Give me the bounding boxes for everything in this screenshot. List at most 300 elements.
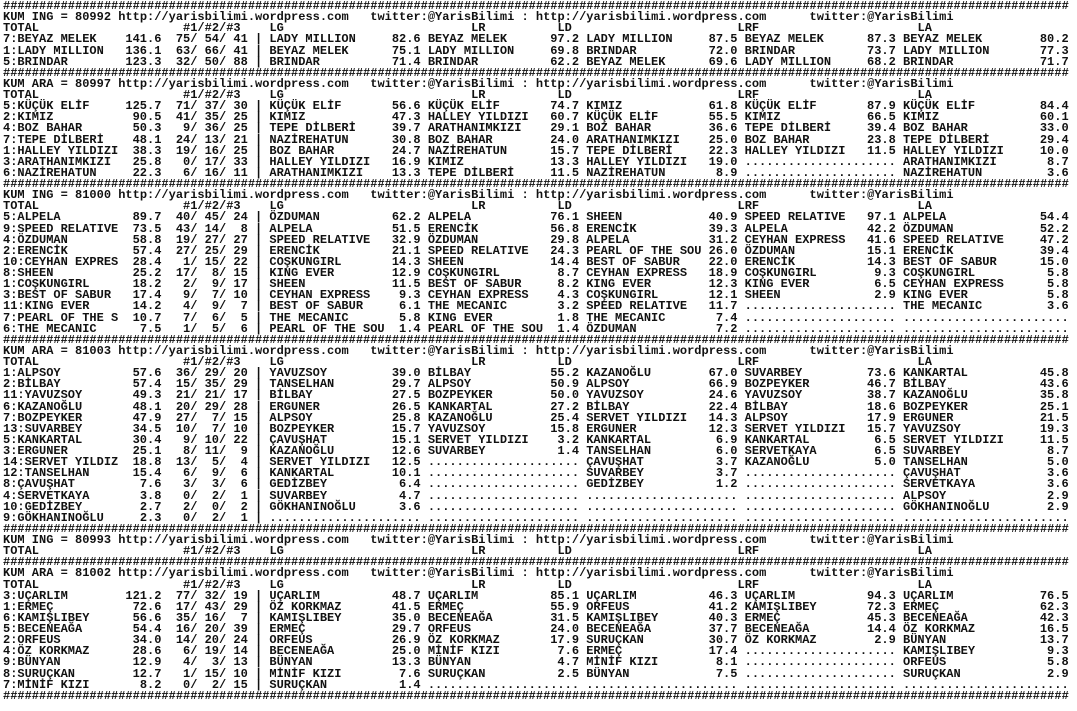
total-score: 34.0 xyxy=(132,633,162,648)
lrf-score: 94.3 xyxy=(867,588,896,603)
la-score: 19.3 xyxy=(1039,421,1069,436)
lr-horse-name: UÇARLIM xyxy=(427,588,479,603)
lrf-score: 73.7 xyxy=(867,43,896,58)
header-lg: LG xyxy=(269,88,284,102)
lrf-horse-name: SUVARBEY xyxy=(744,366,803,381)
lr-horse-name: CEYHAN EXPRESS xyxy=(427,288,529,303)
lrf-score: 87.9 xyxy=(867,99,896,114)
lrf-score: 39.4 xyxy=(867,121,896,136)
header-lg: LG xyxy=(269,577,284,592)
total-horse-name: 3:ARATHANIMKIZI xyxy=(3,154,112,169)
race-label: KUM ARA = 81002 xyxy=(3,566,112,581)
lrf-horse-name: BECENEAĞA xyxy=(744,622,810,636)
lr-horse-name: BOZ BAHAR xyxy=(427,132,493,147)
ld-score: 7.4 xyxy=(715,310,738,325)
lg-score: 4.7 xyxy=(399,488,421,503)
count-third: 14 xyxy=(233,644,248,659)
section-header xyxy=(3,343,1077,358)
ld-score: 11.7 xyxy=(708,299,738,314)
race-label: KUM ING = 81000 xyxy=(3,188,112,203)
count-second: 29 xyxy=(204,399,220,414)
count-second: 43 xyxy=(204,599,220,614)
total-score: 2.3 xyxy=(139,510,162,525)
header-ld: LD xyxy=(557,577,572,592)
lr-empty-cell: ..................... xyxy=(427,488,580,503)
total-score: 28.4 xyxy=(132,254,162,269)
count-second: 15 xyxy=(204,666,220,681)
count-third: 13 xyxy=(233,655,248,670)
header-total: TOTAL xyxy=(3,199,40,214)
lr-score: 69.8 xyxy=(550,43,580,58)
count-third: 10 xyxy=(233,421,248,436)
site-link: http://yarisbilimi.wordpress.com xyxy=(535,343,767,358)
lrf-horse-name: SPEED RELATIVE xyxy=(744,210,846,225)
la-score: 54.4 xyxy=(1039,210,1069,225)
total-score: 18.8 xyxy=(132,455,162,470)
ld-horse-name: TANSELHAN xyxy=(586,444,652,458)
lg-score: 47.3 xyxy=(391,110,421,125)
lrf-horse-name: TEPE DİLBERİ xyxy=(744,121,832,136)
ld-score: 7.5 xyxy=(715,666,738,681)
lg-score: 13.3 xyxy=(391,165,421,180)
count-third: 1 xyxy=(240,510,248,525)
la-horse-name: KAMIŞLIBEY xyxy=(903,644,976,659)
la-horse-name: TEPE DİLBERİ xyxy=(903,132,990,147)
count-third: 39 xyxy=(233,622,248,636)
count-third: 41 xyxy=(233,32,248,47)
header-lg: LG xyxy=(269,355,284,369)
header-total: TOTAL xyxy=(3,544,40,559)
section-header xyxy=(3,12,1077,23)
lrf-empty-cell: ..................... xyxy=(744,488,896,503)
total-score: 125.7 xyxy=(125,99,162,114)
twitter-handle: twitter:@YarisBilimi xyxy=(809,76,954,91)
site-link: http://yarisbilimi.wordpress.com xyxy=(535,188,767,203)
section-header xyxy=(3,76,1077,91)
lr-score: 50.9 xyxy=(550,377,580,392)
ld-score: 6.0 xyxy=(715,444,738,458)
ld-score: 22.4 xyxy=(708,399,738,414)
count-first: 9 xyxy=(183,288,191,303)
ld-empty-cell: ..................... xyxy=(586,677,738,692)
lg-score: 48.7 xyxy=(391,588,421,603)
total-horse-name: 2:ORFEUS xyxy=(3,633,61,648)
la-score: 13.7 xyxy=(1039,633,1069,648)
la-score: 80.2 xyxy=(1039,32,1069,47)
la-score: 3.6 xyxy=(1047,466,1069,481)
count-second: 11 xyxy=(204,444,220,458)
count-third: 15 xyxy=(233,266,248,280)
lrf-horse-name: KING EVER xyxy=(744,277,810,292)
lrf-horse-name: CEYHAN EXPRESS xyxy=(744,232,846,247)
lr-score: 76.1 xyxy=(550,210,580,225)
count-third: 29 xyxy=(233,377,248,392)
total-score: 90.5 xyxy=(132,110,162,125)
lg-score: 30.8 xyxy=(391,132,421,147)
count-second: 3 xyxy=(211,477,220,492)
la-score: 47.2 xyxy=(1039,232,1069,247)
count-third: 6 xyxy=(240,477,248,492)
lr-horse-name: ALPSOY xyxy=(427,377,472,392)
lr-horse-name: KAZANOĞLU xyxy=(427,410,493,425)
lg-score: 3.6 xyxy=(399,499,421,514)
total-score: 48.1 xyxy=(132,399,162,414)
lrf-horse-name: BOZPEYKER xyxy=(744,377,810,392)
count-second: 20 xyxy=(204,622,220,636)
lg-score: 27.5 xyxy=(391,388,421,403)
ld-score: 18.9 xyxy=(708,266,738,280)
lr-empty-cell: ..................... xyxy=(427,510,580,525)
total-horse-name: 3:ERGUNER xyxy=(3,444,68,458)
section-header xyxy=(3,568,1077,579)
ld-score: 72.0 xyxy=(708,43,738,58)
total-score: 136.1 xyxy=(125,43,162,58)
lrf-horse-name: BEYAZ MELEK xyxy=(744,32,824,47)
total-horse-name: 2:KIMIZ xyxy=(3,110,54,125)
count-third: 30 xyxy=(233,99,248,114)
total-score: 25.8 xyxy=(132,154,162,169)
la-horse-name: LADY MILLION xyxy=(903,43,990,58)
lrf-score: 72.3 xyxy=(867,599,896,614)
ld-horse-name: BOZ BAHAR xyxy=(586,121,652,136)
lg-score: 15.1 xyxy=(391,432,421,447)
ld-horse-name: ÖZDUMAN xyxy=(586,321,637,336)
la-score: 29.4 xyxy=(1039,132,1069,147)
lr-score: 50.0 xyxy=(550,388,580,403)
ld-horse-name: TEPE DİLBERİ xyxy=(586,143,673,158)
la-score: 3.6 xyxy=(1047,165,1069,180)
lr-score: 31.5 xyxy=(550,610,580,625)
la-horse-name: SPEED RELATIVE xyxy=(903,232,1004,247)
lg-horse-name: KÜÇÜK ELİF xyxy=(269,99,342,114)
lrf-score: 2.9 xyxy=(874,633,896,648)
total-horse-name: 12:TANSELHAN xyxy=(3,466,90,481)
count-first: 40 xyxy=(175,210,191,225)
la-horse-name: SERVET YILDIZI xyxy=(903,432,1004,447)
ld-score: 22.0 xyxy=(708,254,738,269)
lg-horse-name: YAVUZSOY xyxy=(269,366,328,381)
lg-score: 25.0 xyxy=(391,644,421,659)
lg-score: 26.9 xyxy=(391,633,421,648)
total-horse-name: 9:GÖKHANINOĞLU xyxy=(3,510,104,525)
ld-score: 19.0 xyxy=(708,154,738,169)
lr-score: 62.2 xyxy=(550,54,580,69)
la-horse-name: BOZPEYKER xyxy=(903,399,968,414)
lg-score: 12.6 xyxy=(391,444,421,458)
total-horse-name: 2:ERENCİK xyxy=(3,243,68,258)
lr-horse-name: COŞKUNGIRL xyxy=(427,266,500,280)
total-score: 73.5 xyxy=(132,221,162,236)
ld-horse-name: HALLEY YILDIZI xyxy=(586,154,688,169)
header-ld: LD xyxy=(557,355,572,369)
la-horse-name: BRINDAR xyxy=(903,54,954,69)
total-horse-name: 6:THE MECANIC xyxy=(3,321,97,336)
lg-horse-name: ALPELA xyxy=(269,221,313,236)
la-score: 33.0 xyxy=(1039,121,1069,136)
lg-horse-name: CEYHAN EXPRESS xyxy=(269,288,371,303)
ld-horse-name: SPEED RELATIVE xyxy=(586,299,688,314)
twitter-handle: twitter:@YarisBilimi xyxy=(370,343,515,358)
lr-horse-name: ÖZ KORKMAZ xyxy=(427,633,500,648)
ld-score: 55.5 xyxy=(708,110,738,125)
colon-separator: : xyxy=(521,566,529,581)
lg-score: 25.8 xyxy=(391,410,421,425)
total-score: 121.2 xyxy=(125,588,162,603)
count-first: 7 xyxy=(183,310,191,325)
count-first: 4 xyxy=(183,655,191,670)
la-horse-name: SURUÇKAN xyxy=(903,666,961,681)
header-la: LA xyxy=(917,355,932,369)
lr-horse-name: SPEED RELATIVE xyxy=(427,243,529,258)
la-horse-name: UÇARLIM xyxy=(903,588,954,603)
lg-horse-name: BEST OF SABUR xyxy=(269,299,364,314)
total-score: 30.4 xyxy=(132,432,162,447)
la-score: 3.6 xyxy=(1047,299,1069,314)
lrf-horse-name: BİLBAY xyxy=(744,399,788,414)
la-horse-name: YAVUZSOY xyxy=(903,421,961,436)
ld-horse-name: THE MECANIC xyxy=(586,310,666,325)
total-score: 15.4 xyxy=(132,466,162,481)
ld-horse-name: ARATHANIMKIZI xyxy=(586,132,680,147)
la-horse-name: HALLEY YILDIZI xyxy=(903,143,1004,158)
total-score: 12.9 xyxy=(132,655,162,670)
ld-horse-name: YAVUZSOY xyxy=(586,388,644,403)
lrf-score: 17.9 xyxy=(867,410,896,425)
ld-score: 17.4 xyxy=(708,644,738,659)
lrf-score: 14.3 xyxy=(867,254,896,269)
count-third: 22 xyxy=(233,254,248,269)
la-score: 10.0 xyxy=(1039,143,1069,158)
total-score: 57.4 xyxy=(132,243,162,258)
ld-horse-name: SERVET YILDIZI xyxy=(586,410,688,425)
total-horse-name: 2:BİLBAY xyxy=(3,377,61,392)
count-second: 5 xyxy=(211,455,220,470)
la-score: 11.5 xyxy=(1039,432,1069,447)
total-horse-name: 1:ALPSOY xyxy=(3,366,61,381)
site-link: http://yarisbilimi.wordpress.com xyxy=(535,566,767,581)
ld-horse-name: KIMIZ xyxy=(586,99,623,114)
count-first: 77 xyxy=(175,588,191,603)
la-horse-name: ÖZ KORKMAZ xyxy=(903,622,976,636)
la-score: 35.8 xyxy=(1039,388,1069,403)
race-label: KUM ARA = 80997 xyxy=(3,76,112,91)
lg-score: 26.5 xyxy=(391,399,421,414)
la-score: 76.5 xyxy=(1039,588,1069,603)
twitter-handle: twitter:@YarisBilimi xyxy=(370,533,515,547)
ld-score: 1.2 xyxy=(715,477,738,492)
la-score: 39.4 xyxy=(1039,243,1069,258)
ld-horse-name: SHEEN xyxy=(586,210,623,225)
lr-score: 4.3 xyxy=(557,288,580,303)
ld-score: 26.0 xyxy=(708,243,738,258)
lr-horse-name: BİLBAY xyxy=(427,366,472,381)
twitter-handle: twitter:@YarisBilimi xyxy=(809,188,954,203)
count-first: 27 xyxy=(175,243,191,258)
lrf-horse-name: BRINDAR xyxy=(744,43,796,58)
count-first: 19 xyxy=(175,143,191,158)
total-score: 38.3 xyxy=(132,143,162,158)
lrf-score: 15.1 xyxy=(867,243,896,258)
lr-score: 1.4 xyxy=(557,444,580,458)
count-second: 3 xyxy=(211,655,220,670)
lg-score: 16.9 xyxy=(391,154,421,169)
total-score: 47.9 xyxy=(132,410,162,425)
lg-horse-name: KAMIŞLIBEY xyxy=(269,610,342,625)
total-horse-name: 5:BRINDAR xyxy=(3,54,68,69)
lrf-empty-cell: ..................... xyxy=(744,165,896,180)
lg-score: 10.1 xyxy=(391,466,421,481)
lrf-horse-name: ALPSOY xyxy=(744,410,788,425)
header-lr: LR xyxy=(471,199,486,214)
lr-score: 1.4 xyxy=(557,321,580,336)
total-score: 58.8 xyxy=(132,232,162,247)
lg-horse-name: MİNİF KIZI xyxy=(269,666,342,681)
lr-score: 55.9 xyxy=(550,599,580,614)
lr-score: 24.0 xyxy=(550,132,580,147)
count-third: 10 xyxy=(233,288,248,303)
lr-horse-name: HALLEY YILDIZI xyxy=(427,110,529,125)
lg-empty-cell: ..................... xyxy=(269,510,421,525)
total-horse-name: 1:COŞKUNGIRL xyxy=(3,277,90,292)
lr-score: 29.8 xyxy=(550,232,580,247)
site-link: http://yarisbilimi.wordpress.com xyxy=(118,188,349,203)
la-horse-name: SUVARBEY xyxy=(903,444,961,458)
header-lg: LG xyxy=(269,199,284,214)
ld-score: 30.7 xyxy=(708,633,738,648)
lrf-score: 68.2 xyxy=(867,54,896,69)
twitter-handle: twitter:@YarisBilimi xyxy=(370,10,515,25)
total-score: 28.6 xyxy=(132,644,162,659)
lg-horse-name: ÇAVUŞHAT xyxy=(269,432,328,447)
lrf-horse-name: KAMIŞLIBEY xyxy=(744,599,817,614)
la-horse-name: COŞKUNGIRL xyxy=(903,266,976,280)
ld-score: 69.6 xyxy=(708,54,738,69)
header-lrf: LRF xyxy=(737,544,760,559)
lg-horse-name: ORFEUS xyxy=(269,633,313,648)
total-horse-name: 7:BOZPEYKER xyxy=(3,410,83,425)
count-third: 4 xyxy=(240,455,248,470)
twitter-handle: twitter:@YarisBilimi xyxy=(370,566,515,581)
lg-score: 1.4 xyxy=(399,321,421,336)
count-first: 32 xyxy=(175,54,191,69)
lrf-horse-name: KIMIZ xyxy=(744,110,781,125)
lrf-horse-name: ÖZ KORKMAZ xyxy=(744,633,817,648)
count-second: 10 xyxy=(204,432,220,447)
lg-score: 51.5 xyxy=(391,221,421,236)
race-label: KUM ING = 80992 xyxy=(3,10,112,25)
total-horse-name: 9:SPEED RELATIVE xyxy=(3,221,119,236)
ld-horse-name: CEYHAN EXPRESS xyxy=(586,266,688,280)
count-third: 6 xyxy=(240,466,248,481)
la-score: 77.3 xyxy=(1039,43,1069,58)
ld-score: 87.5 xyxy=(708,32,738,47)
count-first: 19 xyxy=(175,232,191,247)
la-horse-name: KAZANOĞLU xyxy=(903,388,968,403)
count-first: 16 xyxy=(175,622,191,636)
la-score: 2.9 xyxy=(1047,488,1069,503)
lrf-score: 87.3 xyxy=(867,32,896,47)
lrf-score: 45.3 xyxy=(867,610,896,625)
site-link: http://yarisbilimi.wordpress.com xyxy=(118,533,349,547)
lrf-score: 97.1 xyxy=(867,210,896,225)
ld-horse-name: BECENEAĞA xyxy=(586,622,652,636)
lrf-score: 9.3 xyxy=(874,266,896,280)
lrf-score: 2.9 xyxy=(874,288,896,303)
count-second: 9 xyxy=(211,466,220,481)
lr-horse-name: SUVARBEY xyxy=(427,444,486,458)
total-horse-name: 1:LADY MILLION xyxy=(3,43,104,58)
count-third: 25 xyxy=(233,121,248,136)
count-second: 13 xyxy=(204,132,220,147)
count-first: 6 xyxy=(183,466,191,481)
lg-horse-name: SERVET YILDIZI xyxy=(269,455,371,470)
count-third: 7 xyxy=(240,610,248,625)
count-third: 33 xyxy=(233,154,248,169)
lr-score: 15.8 xyxy=(550,421,580,436)
total-horse-name: 8:SHEEN xyxy=(3,266,54,280)
lg-score: 11.5 xyxy=(391,277,421,292)
total-horse-name: 4:BOZ BAHAR xyxy=(3,121,83,136)
count-first: 1 xyxy=(183,666,191,681)
total-horse-name: 7:MİNİF KIZI xyxy=(3,677,90,692)
lg-horse-name: ERMEÇ xyxy=(269,622,306,636)
ld-horse-name: MİNİF KIZI xyxy=(586,655,659,670)
race-label: KUM ARA = 81003 xyxy=(3,343,112,358)
la-horse-name: NAZİREHATUN xyxy=(903,165,983,180)
la-score: 3.6 xyxy=(1047,477,1069,492)
total-score: 17.4 xyxy=(132,288,162,303)
total-score: 123.3 xyxy=(125,54,162,69)
count-second: 9 xyxy=(211,299,220,314)
count-first: 0 xyxy=(183,677,191,692)
count-third: 21 xyxy=(233,132,248,147)
ld-score: 61.8 xyxy=(708,99,738,114)
lg-horse-name: BECENEAĞA xyxy=(269,644,335,659)
count-first: 20 xyxy=(175,399,191,414)
la-horse-name: KING EVER xyxy=(903,288,968,303)
twitter-handle: twitter:@YarisBilimi xyxy=(809,533,954,547)
lr-score: 74.7 xyxy=(550,99,580,114)
lrf-horse-name: ALPELA xyxy=(744,221,788,236)
ld-empty-cell: ..................... xyxy=(586,488,738,503)
total-score: 25.1 xyxy=(132,444,162,458)
la-score: 2.9 xyxy=(1047,666,1069,681)
la-score: 16.5 xyxy=(1039,622,1069,636)
ld-score: 41.2 xyxy=(708,599,738,614)
count-second: 7 xyxy=(211,288,220,303)
ld-score: 14.3 xyxy=(708,410,738,425)
colon-separator: : xyxy=(521,533,529,547)
lrf-empty-cell: ..................... xyxy=(744,644,896,659)
lg-score: 14.3 xyxy=(391,254,421,269)
header-la: LA xyxy=(917,544,932,559)
lr-score: 2.5 xyxy=(557,666,580,681)
lr-score: 7.6 xyxy=(557,644,580,659)
lg-score: 29.7 xyxy=(391,377,421,392)
lg-horse-name: BİLBAY xyxy=(269,388,313,403)
la-horse-name: BİLBAY xyxy=(903,377,947,392)
lr-horse-name: KING EVER xyxy=(427,310,493,325)
header-counts: #1/#2/#3 xyxy=(183,577,241,592)
lr-horse-name: YAVUZSOY xyxy=(427,421,486,436)
header-lrf: LRF xyxy=(737,577,760,592)
separator: #################################################################################################################################################### xyxy=(3,0,1069,13)
lg-horse-name: SPEED RELATIVE xyxy=(269,232,371,247)
total-horse-name: 8:ÇAVUŞHAT xyxy=(3,477,76,492)
ld-score: 39.3 xyxy=(708,221,738,236)
count-third: 19 xyxy=(233,588,248,603)
total-horse-name: 3:UÇARLIM xyxy=(3,588,68,603)
